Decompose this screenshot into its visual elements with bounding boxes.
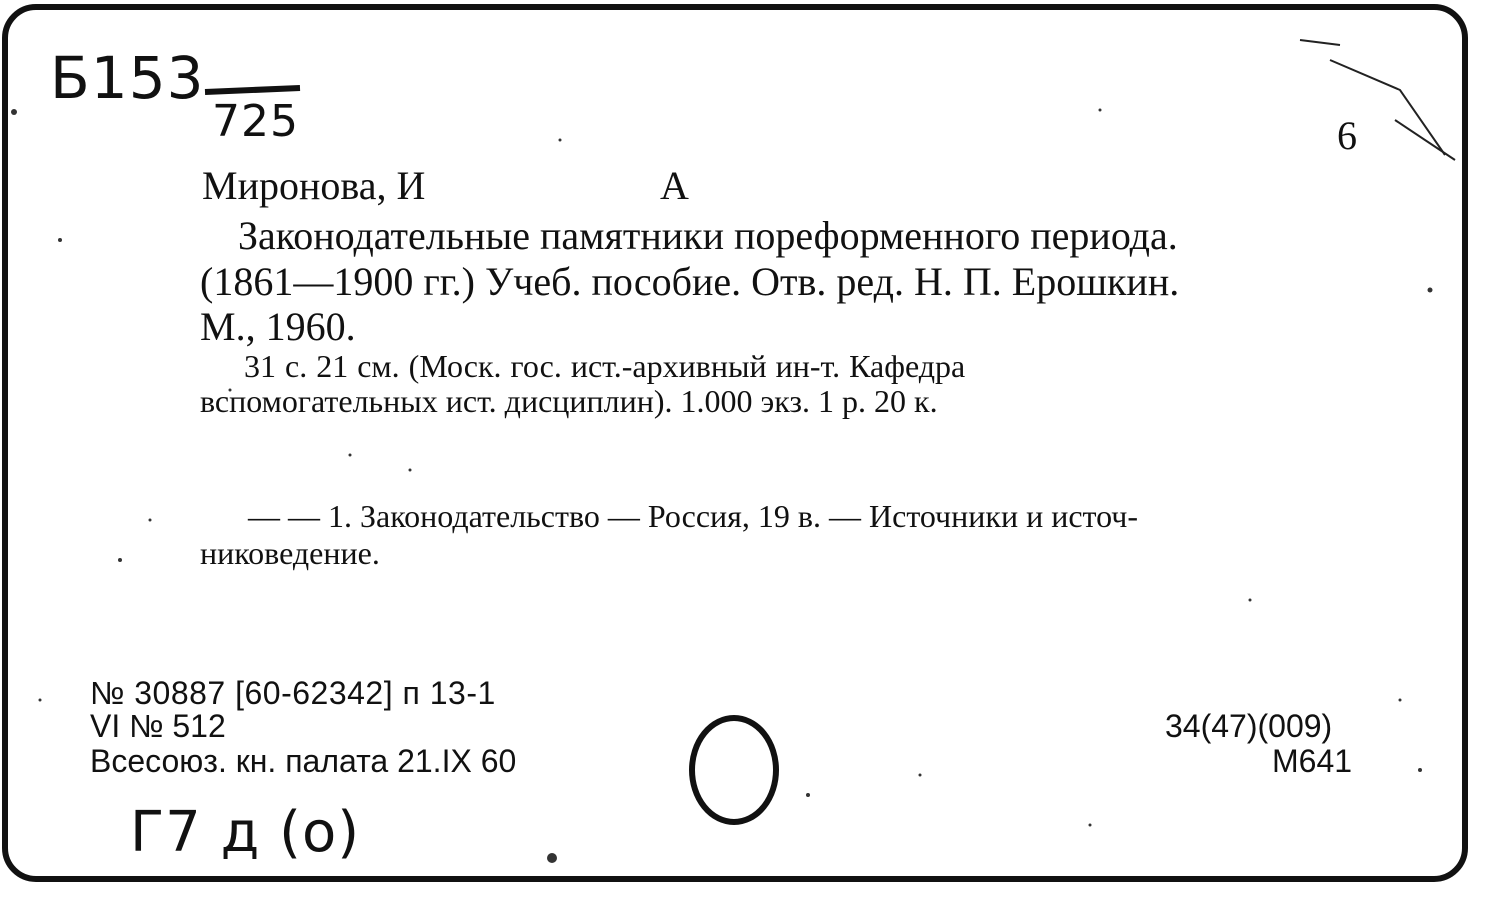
imprint-line-1: № 30887 [60-62342] п 13-1 — [90, 675, 496, 711]
author: Миронова, И — [202, 163, 426, 208]
shelfmark-top: Б153 — [50, 44, 205, 112]
handwritten-code: Г7 д (о) — [130, 800, 361, 865]
title-line-1: Законодательные памятники пореформенного периода. — [238, 213, 1178, 258]
physical-line-2: вспомогательных ист. дисциплин). 1.000 экз. 1 р. 20 к. — [200, 383, 938, 419]
shelfmark-bottom: 725 — [212, 96, 299, 147]
subject-line-2: никоведение. — [200, 535, 380, 571]
subject-line-1: — — 1. Законодательство — Россия, 19 в. — Источники и источ- — [248, 498, 1138, 534]
classification-line-1: 34(47)(009) — [1165, 708, 1333, 744]
card-number: 6 — [1337, 113, 1357, 158]
title-line-2: (1861—1900 гг.) Учеб. пособие. Отв. ред. Н. П. Ерошкин. — [200, 259, 1180, 304]
classification-line-2: М641 — [1272, 743, 1353, 779]
author-initial: А — [660, 163, 689, 208]
imprint-line-2: VI № 512 — [90, 708, 226, 744]
imprint-line-3: Всесоюз. кн. палата 21.IX 60 — [90, 743, 517, 779]
physical-line-1: 31 с. 21 см. (Моск. гос. ист.-архивный ин-т. Кафедра — [244, 348, 966, 384]
title-line-3: М., 1960. — [200, 304, 356, 349]
